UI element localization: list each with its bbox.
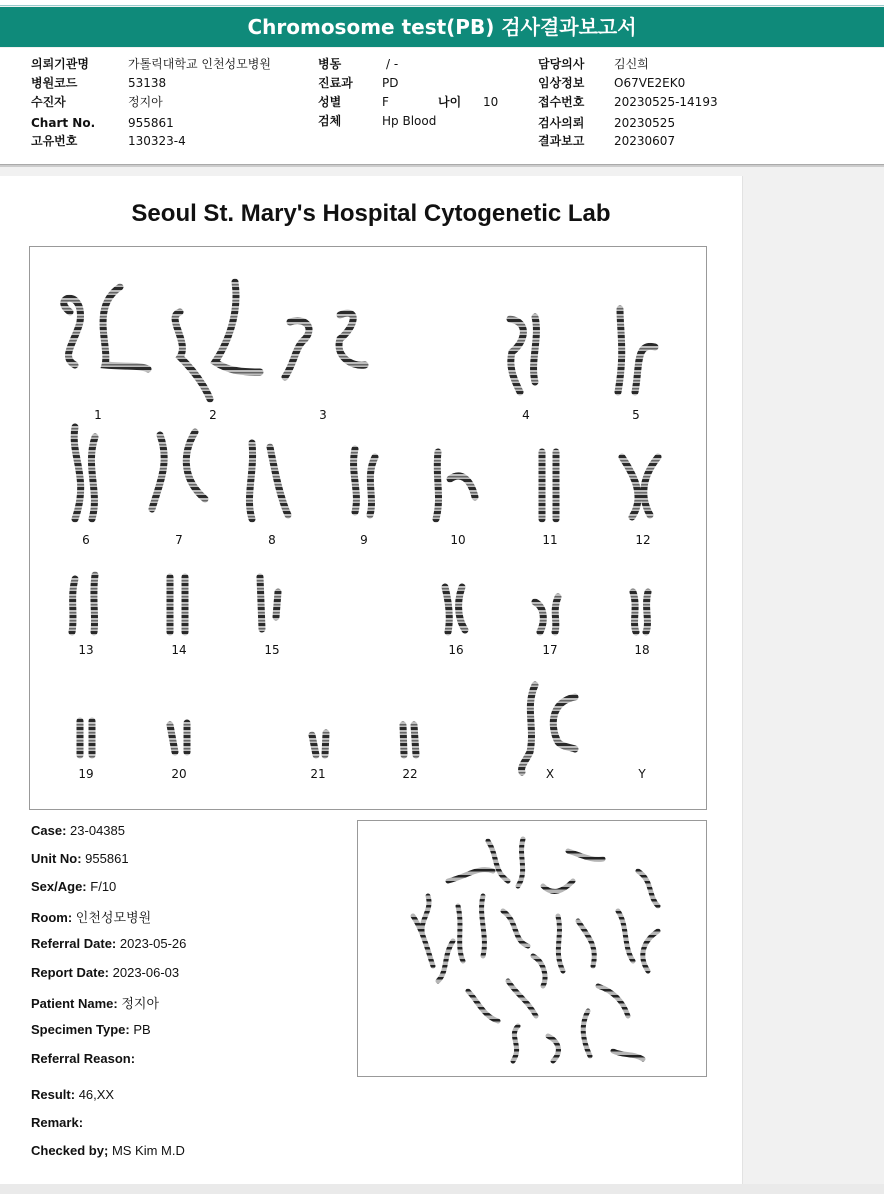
result-label: Result: bbox=[31, 1087, 76, 1102]
case-label: Case: bbox=[31, 823, 67, 838]
checked-line bbox=[31, 1143, 185, 1158]
chr-label-13: 13 bbox=[78, 643, 94, 657]
chr-label-6: 6 bbox=[82, 533, 90, 547]
sexage-value: F/10 bbox=[90, 879, 117, 894]
chr-label-7: 7 bbox=[175, 533, 183, 547]
hospital-code-label: 병원코드 bbox=[31, 76, 78, 90]
room-value: 인천성모병원 bbox=[75, 910, 152, 925]
request-date-value: 20230525 bbox=[614, 116, 676, 130]
age-label: 나이 bbox=[438, 95, 462, 109]
result-value: 46,XX bbox=[78, 1087, 115, 1102]
age-value: 10 bbox=[483, 95, 499, 109]
sex-label: 성별 bbox=[318, 95, 342, 109]
chr-label-17: 17 bbox=[542, 643, 558, 657]
unique-no-value: 130323-4 bbox=[128, 134, 186, 148]
department-label: 진료과 bbox=[318, 76, 353, 90]
hospital-value: 가톨릭대학교 인천성모병원 bbox=[128, 57, 271, 71]
unit-value: 955861 bbox=[85, 851, 129, 866]
chr-label-1: 1 bbox=[94, 408, 102, 422]
chr-label-11: 11 bbox=[542, 533, 558, 547]
referral-reason-line bbox=[31, 1051, 135, 1066]
case-value: 23-04385 bbox=[70, 823, 125, 838]
department-value: PD bbox=[382, 76, 399, 90]
chr-label-12: 12 bbox=[635, 533, 651, 547]
result-report-label: 결과보고 bbox=[538, 134, 585, 148]
request-date-label: 검사의뢰 bbox=[538, 116, 585, 130]
unit-line bbox=[31, 851, 129, 866]
patient-name-label: Patient Name: bbox=[31, 996, 118, 1011]
specimen-label: 검체 bbox=[318, 114, 342, 128]
specimen-value: Hp Blood bbox=[382, 114, 437, 128]
patient-name-value: 정지아 bbox=[121, 996, 160, 1011]
ward-value: / - bbox=[386, 57, 399, 71]
lab-title: Seoul St. Mary's Hospital Cytogenetic Lab bbox=[131, 200, 611, 227]
patient-name-line bbox=[31, 993, 159, 1012]
report-title: Chromosome test(PB) 검사결과보고서 bbox=[0, 7, 884, 47]
metaphase-image bbox=[357, 820, 707, 1077]
chr-label-2: 2 bbox=[209, 408, 217, 422]
referral-date-label: Referral Date: bbox=[31, 936, 117, 951]
chr-label-20: 20 bbox=[171, 767, 187, 781]
clinical-info-value: O67VE2EK0 bbox=[614, 76, 686, 90]
room-label: Room: bbox=[31, 910, 73, 925]
bottom-strip bbox=[0, 1184, 884, 1194]
karyogram bbox=[29, 246, 707, 810]
unique-no-label: 고유번호 bbox=[31, 134, 78, 148]
report-header bbox=[0, 48, 884, 165]
remark-label: Remark: bbox=[31, 1115, 84, 1130]
chr-label-3: 3 bbox=[319, 408, 327, 422]
room-line bbox=[31, 907, 151, 926]
hospital-code-value: 53138 bbox=[128, 76, 167, 90]
chr-label-x: X bbox=[545, 767, 555, 781]
chr-label-9: 9 bbox=[360, 533, 368, 547]
ward-label: 병동 bbox=[318, 57, 342, 71]
chart-no-label: Chart No. bbox=[31, 116, 96, 130]
unit-label: Unit No: bbox=[31, 851, 82, 866]
doctor-value: 김신희 bbox=[614, 57, 649, 71]
patient-label: 수진자 bbox=[31, 95, 66, 109]
chr-label-14: 14 bbox=[171, 643, 187, 657]
sexage-label: Sex/Age: bbox=[31, 879, 87, 894]
checked-label: Checked by; bbox=[31, 1143, 109, 1158]
specimen-type-value: PB bbox=[133, 1022, 151, 1037]
chr-label-8: 8 bbox=[268, 533, 276, 547]
patient-value: 정지아 bbox=[128, 95, 163, 109]
remark-line bbox=[31, 1115, 83, 1130]
chr-label-10: 10 bbox=[450, 533, 466, 547]
chr-label-5: 5 bbox=[632, 408, 640, 422]
clinical-info-label: 임상정보 bbox=[538, 76, 585, 90]
chr-label-15: 15 bbox=[264, 643, 280, 657]
karyogram-chromosomes bbox=[30, 247, 706, 809]
report-date-label: Report Date: bbox=[31, 965, 110, 980]
chr-label-21: 21 bbox=[310, 767, 326, 781]
referral-date-line bbox=[31, 936, 186, 951]
result-line bbox=[31, 1087, 114, 1102]
referral-date-value: 2023-05-26 bbox=[119, 936, 187, 951]
sex-value: F bbox=[382, 95, 389, 109]
result-report-value: 20230607 bbox=[614, 134, 676, 148]
top-line bbox=[0, 0, 884, 6]
chr-label-y: Y bbox=[638, 767, 646, 781]
hospital-label: 의뢰기관명 bbox=[31, 57, 89, 71]
report-date-line bbox=[31, 965, 179, 980]
sexage-line bbox=[31, 879, 116, 894]
chr-label-22: 22 bbox=[402, 767, 418, 781]
referral-reason-label: Referral Reason: bbox=[31, 1051, 136, 1066]
receipt-no-label: 접수번호 bbox=[538, 95, 585, 109]
receipt-no-value: 20230525-14193 bbox=[614, 95, 718, 109]
chart-no-value: 955861 bbox=[128, 116, 174, 130]
report-page bbox=[0, 176, 743, 1184]
chr-label-16: 16 bbox=[448, 643, 464, 657]
chr-label-18: 18 bbox=[634, 643, 650, 657]
case-line bbox=[31, 823, 125, 838]
checked-value: MS Kim M.D bbox=[111, 1143, 185, 1158]
metaphase-chromosomes bbox=[358, 821, 706, 1076]
doctor-label: 담당의사 bbox=[538, 57, 585, 71]
header-separator bbox=[0, 165, 884, 167]
chr-label-19: 19 bbox=[78, 767, 94, 781]
specimen-line bbox=[31, 1022, 151, 1037]
report-date-value: 2023-06-03 bbox=[112, 965, 180, 980]
specimen-type-label: Specimen Type: bbox=[31, 1022, 130, 1037]
chr-label-4: 4 bbox=[522, 408, 530, 422]
